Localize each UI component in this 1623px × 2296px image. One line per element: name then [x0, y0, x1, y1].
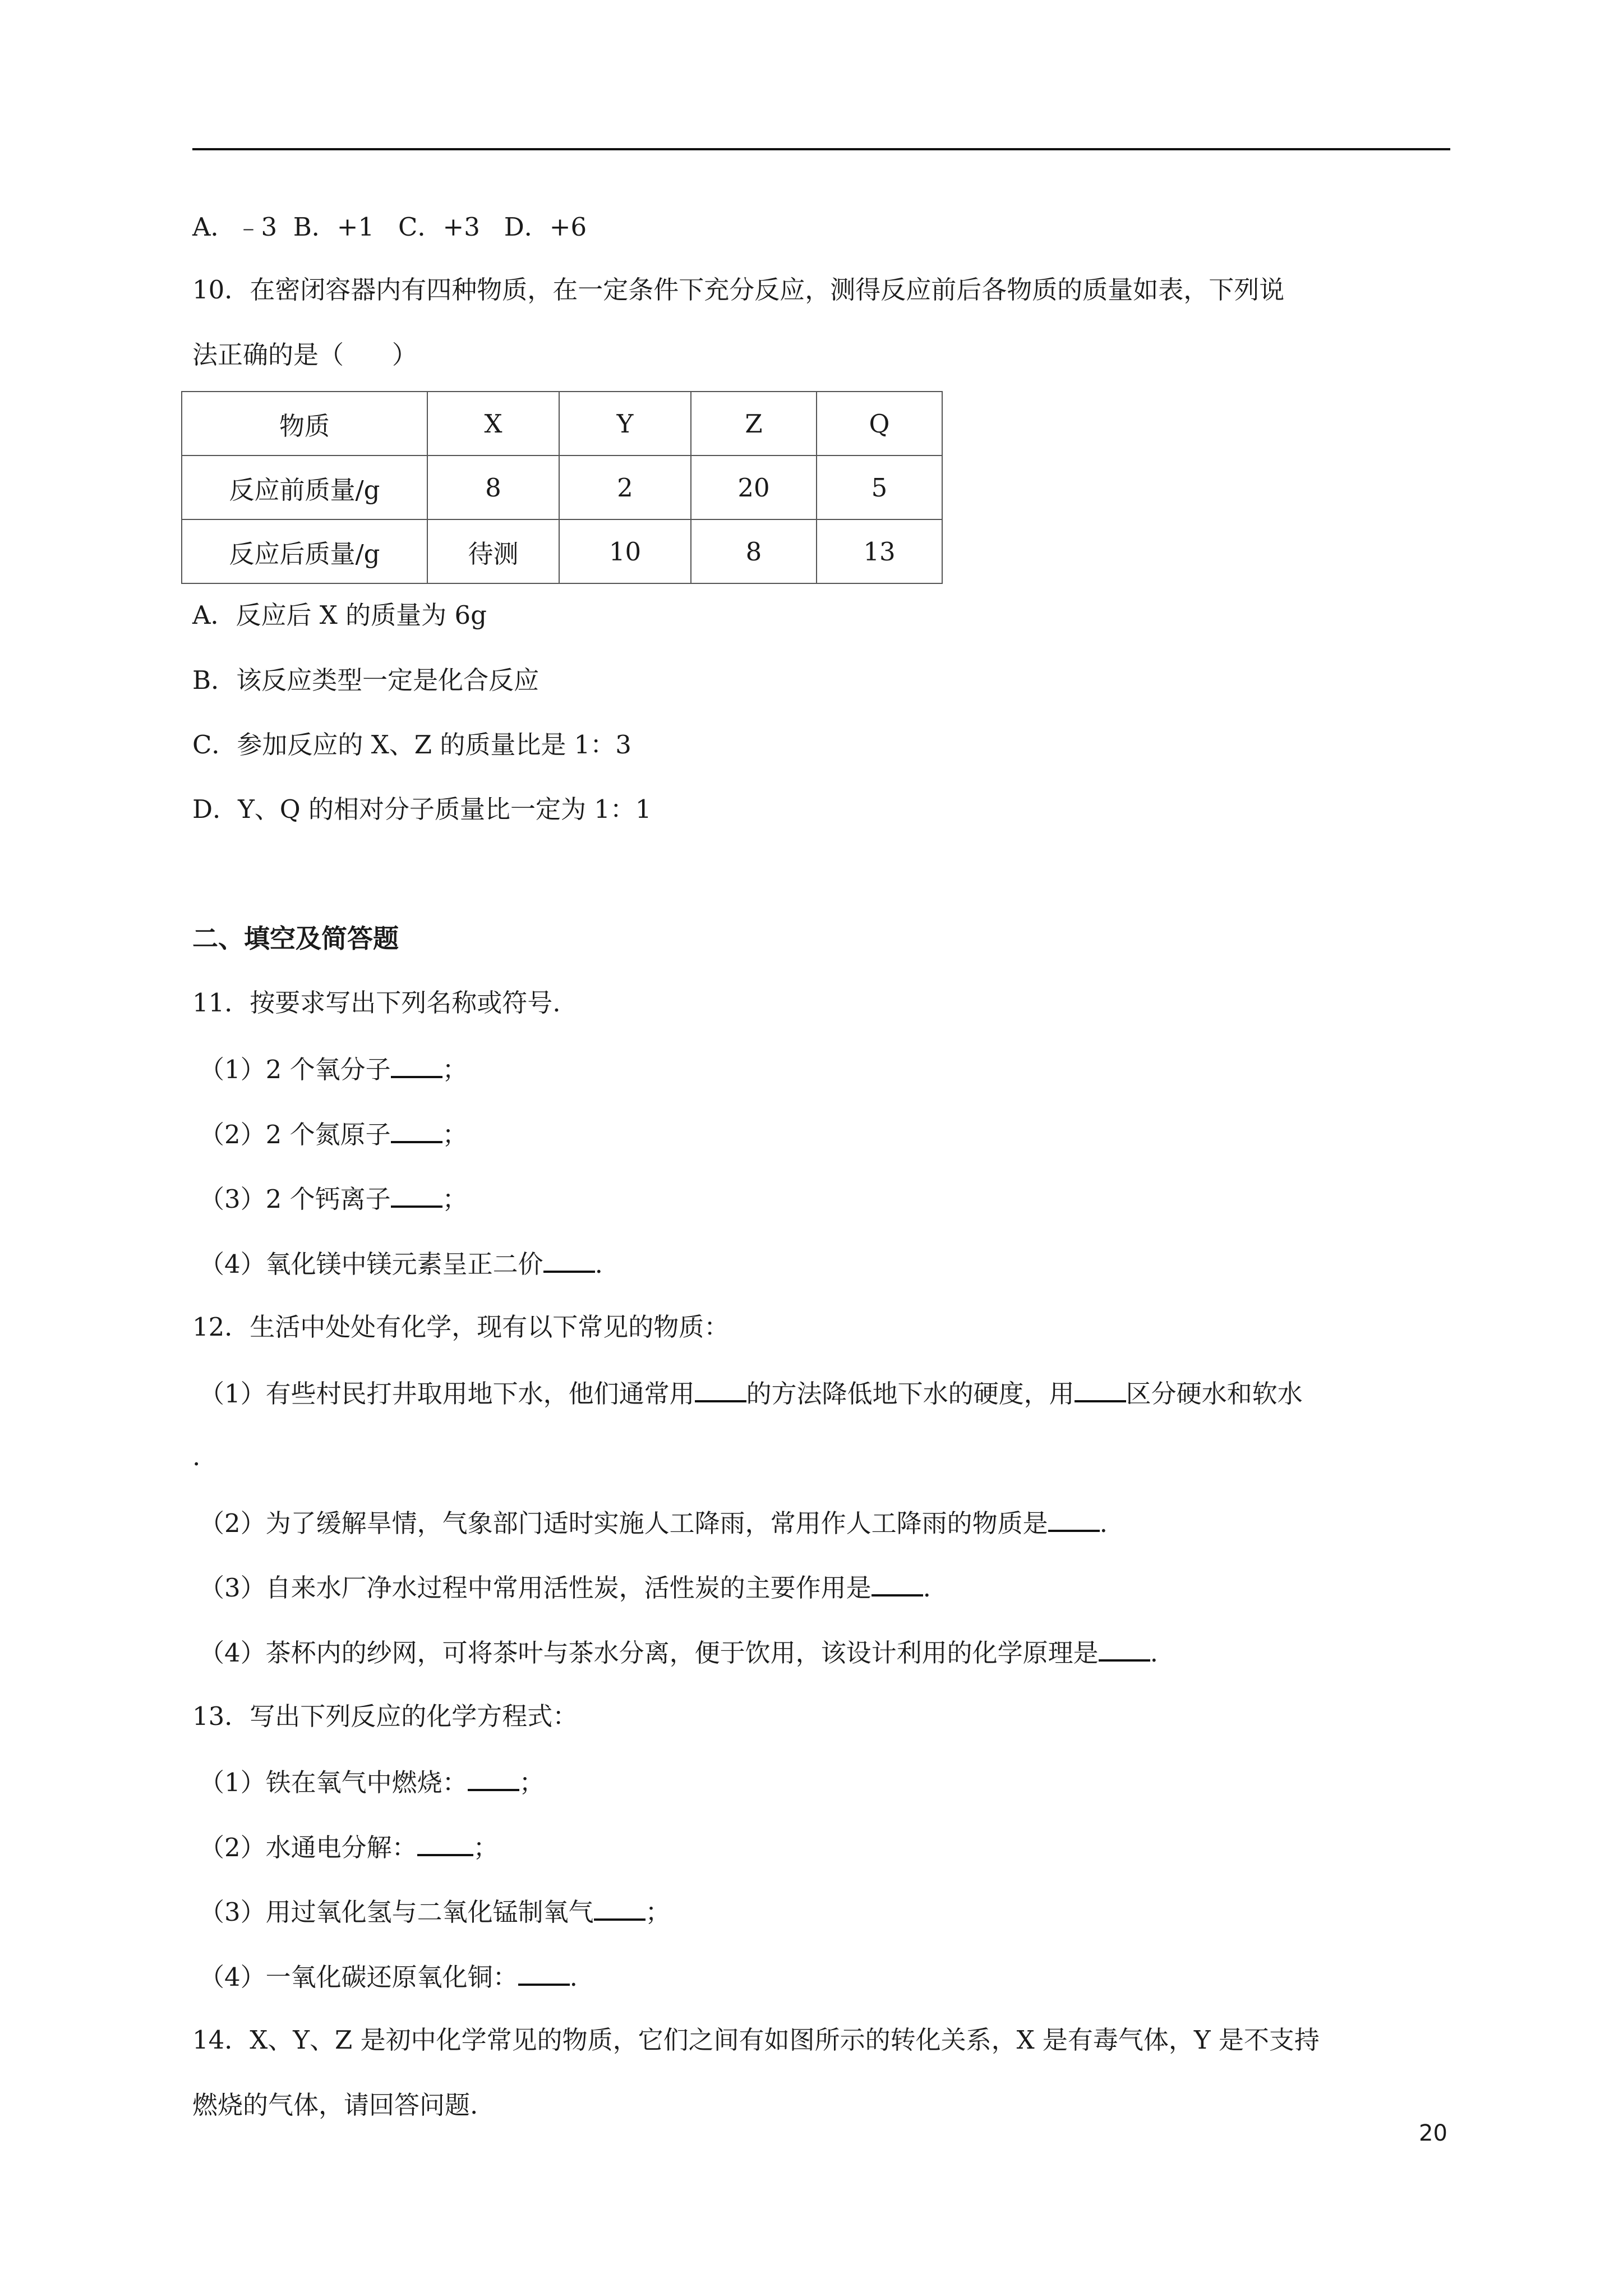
answer-blank[interactable] — [468, 1764, 519, 1791]
answer-blank[interactable] — [417, 1829, 473, 1856]
q11-part1 — [199, 1051, 468, 1087]
table-cell: Q — [817, 392, 942, 455]
part-text: （2）水通电分解： — [199, 1833, 417, 1862]
mass-table — [181, 391, 943, 584]
answer-blank[interactable] — [1048, 1505, 1100, 1532]
table-cell: 8 — [691, 519, 817, 583]
part-punct: . — [1150, 1638, 1158, 1668]
part-punct: . — [594, 1249, 603, 1279]
q12-part3 — [199, 1570, 931, 1605]
q12-part2 — [199, 1505, 1108, 1540]
table-row — [182, 519, 942, 583]
q10-option-d: D．Y、Q 的相对分子质量比一定为 1：1 — [192, 794, 652, 824]
answer-blank[interactable] — [391, 1051, 442, 1078]
table-cell: X — [427, 392, 559, 455]
header-rule — [192, 148, 1450, 150]
part-punct: ； — [645, 1897, 671, 1927]
part-text: 区分硬水和软水 — [1126, 1379, 1303, 1409]
answer-blank[interactable] — [695, 1375, 746, 1402]
section-title: 二、填空及简答题 — [192, 923, 399, 954]
answer-blank[interactable] — [518, 1959, 570, 1986]
q13-stem: 13．写出下列反应的化学方程式： — [192, 1701, 578, 1731]
q11-stem: 11．按要求写出下列名称或符号. — [192, 988, 561, 1018]
q10-stem-line1: 10．在密闭容器内有四种物质，在一定条件下充分反应，测得反应前后各物质的质量如表，下列说 — [192, 275, 1285, 305]
part-punct: ； — [473, 1833, 499, 1862]
table-cell: Y — [559, 392, 691, 455]
q13-part3 — [199, 1894, 671, 1929]
table-cell: 8 — [427, 455, 559, 519]
table-cell: Z — [691, 392, 817, 455]
q12-part1 — [199, 1375, 1303, 1411]
table-cell: 5 — [817, 455, 942, 519]
q10-stem-line2: 法正确的是（ ） — [192, 340, 417, 370]
part-text: （4）氧化镁中镁元素呈正二价 — [199, 1249, 543, 1279]
part-text: （3）自来水厂净水过程中常用活性炭，活性炭的主要作用是 — [199, 1573, 872, 1603]
table-cell: 13 — [817, 519, 942, 583]
q14-stem-line2: 燃烧的气体，请回答问题. — [192, 2090, 478, 2120]
part-punct: . — [923, 1573, 931, 1603]
q12-stem: 12．生活中处处有化学，现有以下常见的物质： — [192, 1312, 730, 1342]
part-punct: . — [1099, 1508, 1108, 1538]
q14-stem-line1: 14．X、Y、Z 是初中化学常见的物质，它们之间有如图所示的转化关系，X 是有毒气体，Y 是不支持 — [192, 2025, 1320, 2055]
q10-option-c: C．参加反应的 X、Z 的质量比是 1：3 — [192, 730, 631, 760]
q12-part4 — [199, 1635, 1158, 1670]
q9-options: A．﹣3 B．+1 C．+3 D．+6 — [192, 212, 587, 242]
part-punct: ； — [442, 1055, 468, 1084]
part-text: （1）2 个氧分子 — [199, 1055, 391, 1084]
q11-part4 — [199, 1246, 603, 1281]
table-cell: 反应后质量/g — [182, 519, 427, 583]
part-text: （4）茶杯内的纱网，可将茶叶与茶水分离，便于饮用，该设计利用的化学原理是 — [199, 1638, 1099, 1668]
table-cell: 2 — [559, 455, 691, 519]
part-text: （4）一氧化碳还原氧化铜： — [199, 1962, 518, 1992]
part-text: （3）2 个钙离子 — [199, 1184, 391, 1214]
q11-part2 — [199, 1116, 468, 1152]
table-row — [182, 455, 942, 519]
part-text: （2）2 个氮原子 — [199, 1120, 391, 1149]
table-cell: 10 — [559, 519, 691, 583]
answer-blank[interactable] — [1075, 1375, 1126, 1402]
table-cell: 物质 — [182, 392, 427, 455]
table-cell: 反应前质量/g — [182, 455, 427, 519]
table-header-row — [182, 392, 942, 455]
answer-blank[interactable] — [594, 1894, 645, 1921]
part-text: 的方法降低地下水的硬度，用 — [746, 1379, 1075, 1409]
answer-blank[interactable] — [1099, 1635, 1150, 1662]
part-punct: ； — [442, 1120, 468, 1149]
q11-part3 — [199, 1181, 468, 1216]
table-cell: 20 — [691, 455, 817, 519]
answer-blank[interactable] — [391, 1181, 442, 1208]
q10-option-a: A．反应后 X 的质量为 6g — [192, 600, 487, 630]
table-cell: 待测 — [427, 519, 559, 583]
answer-blank[interactable] — [543, 1246, 595, 1273]
part-text: （3）用过氧化氢与二氧化锰制氧气 — [199, 1897, 594, 1927]
part-punct: . — [569, 1962, 578, 1992]
q13-part4 — [199, 1959, 578, 1994]
q13-part2 — [199, 1829, 499, 1865]
part-text: （1）有些村民打井取用地下水，他们通常用 — [199, 1379, 695, 1409]
part-text: （2）为了缓解旱情，气象部门适时实施人工降雨，常用作人工降雨的物质是 — [199, 1508, 1048, 1538]
part-punct: ； — [519, 1768, 545, 1797]
answer-blank[interactable] — [391, 1116, 442, 1143]
part-text: （1）铁在氧气中燃烧： — [199, 1768, 468, 1797]
answer-blank[interactable] — [872, 1570, 923, 1596]
q12-part1-cont: . — [192, 1442, 201, 1471]
part-punct: ； — [442, 1184, 468, 1214]
page-number: 20 — [1419, 2120, 1447, 2146]
q10-option-b: B．该反应类型一定是化合反应 — [192, 665, 540, 695]
q13-part1 — [199, 1764, 545, 1800]
